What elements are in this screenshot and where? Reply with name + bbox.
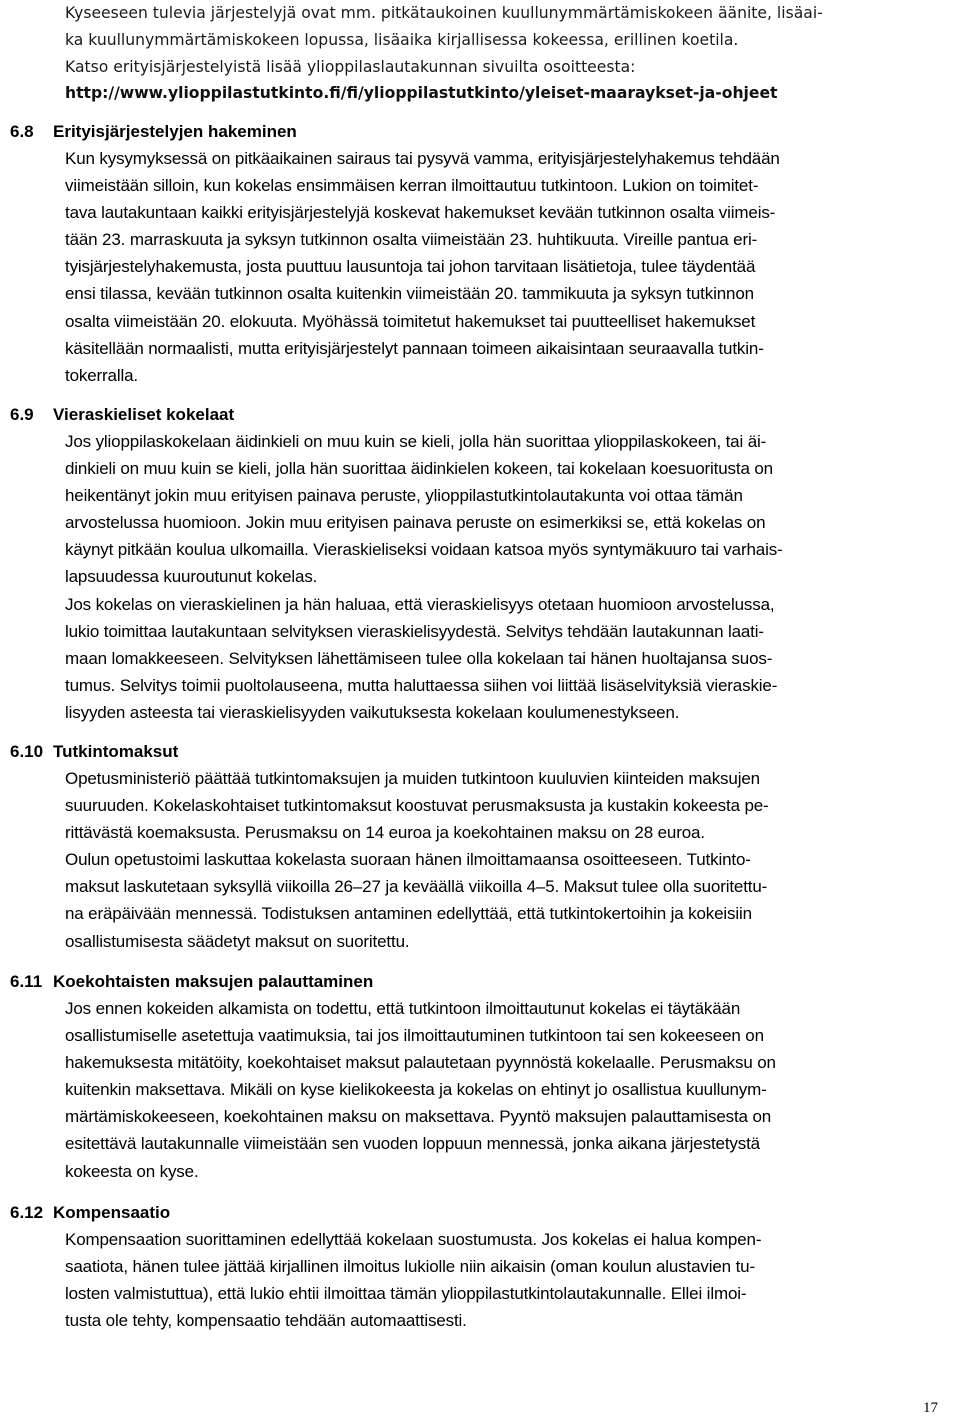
text-line: hakemuksesta mitätöity, koekohtaiset maksut palautetaan pyynnöstä kokelaalle. Perusmaksu on xyxy=(65,1053,776,1073)
text-line: Jos ylioppilaskokelaan äidinkieli on muu kuin se kieli, jolla hän suorittaa ylioppilaskokeen, tai äi- xyxy=(65,432,767,451)
section-number: 6.8 xyxy=(10,122,34,141)
section-number: 6.11 xyxy=(10,972,43,991)
text-line: tava lautakuntaan kaikki erityisjärjestelyjä koskevat hakemukset kevään tutkinnon osalta viimeis- xyxy=(65,203,776,223)
text-line: osalta viimeistään 20. elokuuta. Myöhässä toimitetut hakemukset tai puutteelliset hakemukset xyxy=(65,311,756,331)
section-6-11 xyxy=(10,969,940,1185)
section-heading xyxy=(10,119,940,145)
section-heading xyxy=(10,969,940,995)
text-line: arvostelussa huomioon. Jokin muu erityisen painava peruste on esimerkiksi se, että kokelas on xyxy=(65,513,766,533)
section-body xyxy=(65,428,940,726)
text-line: lapsuudessa kuuroutunut kokelas. xyxy=(65,567,318,587)
section-6-8 xyxy=(10,119,940,389)
section-title: Tutkintomaksut xyxy=(53,742,179,761)
text-line: tusta ole tehty, kompensaatio tehdään automaattisesti. xyxy=(65,1311,467,1331)
text-line: kokeesta on kyse. xyxy=(65,1161,199,1181)
section-body xyxy=(65,995,940,1185)
text-line: maan lomakkeeseen. Selvityksen lähettämiseen tulee olla kokelaan tai hänen huoltajansa suos- xyxy=(65,648,773,668)
text-line: rittävästä koemaksusta. Perusmaksu on 14 euroa ja koekohtainen maksu on 28 euroa. xyxy=(65,823,705,843)
intro-line: Kyseeseen tulevia järjestelyjä ovat mm. pitkätaukoinen kuullunymmärtämiskokeen äänite, lisäai- xyxy=(65,4,823,22)
section-6-9 xyxy=(10,402,940,726)
intro-line: Katso erityisjärjestelyistä lisää ylioppilaslautakunnan sivuilta osoitteesta: xyxy=(65,57,636,76)
text-line: Kompensaation suorittaminen edellyttää kokelaan suostumusta. Jos kokelas ei halua kompen- xyxy=(65,1230,762,1249)
text-line: losten valmistuttua), että lukio ehtii ilmoittaa tämän ylioppilastutkintolautakunnalle. Ellei ilmoi- xyxy=(65,1284,747,1304)
text-line: Opetusministeriö päättää tutkintomaksujen ja muiden tutkintoon kuuluvien kiinteiden maksujen xyxy=(65,769,760,788)
text-line: Jos ennen kokeiden alkamista on todettu, että tutkintoon ilmoittautunut kokelas ei täytäkään xyxy=(65,999,741,1018)
section-6-12 xyxy=(10,1200,940,1334)
text-line: tumus. Selvitys toimii puoltolauseena, mutta haluttaessa siihen voi liittää lisäselvityksiä vieraskie- xyxy=(65,675,778,695)
section-number: 6.12 xyxy=(10,1203,44,1222)
text-line: Kun kysymyksessä on pitkäaikainen sairaus tai pysyvä vamma, erityisjärjestelyhakemus tehdään xyxy=(65,149,780,168)
text-line: na eräpäivään mennessä. Todistuksen antaminen edellyttää, että tutkintokertoihin ja kokeisiin xyxy=(65,904,752,924)
section-body xyxy=(65,1226,940,1334)
section-6-10 xyxy=(10,739,940,955)
text-line: ensi tilassa, kevään tutkinnon osalta kuitenkin viimeistään 20. tammikuuta ja syksyn tutkinnon xyxy=(65,284,754,304)
text-line: tyisjärjestelyhakemusta, josta puuttuu lausuntoja tai johon tarvitaan lisätietoja, tulee täydentää xyxy=(65,257,756,277)
text-line: lukio toimittaa lautakuntaan selvityksen vieraskielisyydestä. Selvitys tehdään lautakunnan laati- xyxy=(65,621,764,641)
text-line: märtämiskokeeseen, koekohtainen maksu on maksettava. Pyyntö maksujen palauttamisesta on xyxy=(65,1107,772,1127)
section-title: Erityisjärjestelyjen hakeminen xyxy=(53,122,297,141)
reference-url: http://www.ylioppilastutkinto.fi/fi/ylioppilastutkinto/yleiset-maaraykset-ja-ohjeet xyxy=(65,84,778,103)
section-title: Vieraskieliset kokelaat xyxy=(53,405,235,424)
text-line: saatiota, hänen tulee jättää kirjallinen ilmoitus lukiolle niin aikaisin (oman koulun alustavien tu- xyxy=(65,1257,755,1277)
text-line: tään 23. marraskuuta ja syksyn tutkinnon osalta viimeistään 23. huhtikuuta. Vireille pantua eri- xyxy=(65,230,758,250)
text-line: maksut laskutetaan syksyllä viikoilla 26–27 ja keväällä viikoilla 4–5. Maksut tulee olla suoritettu- xyxy=(65,877,768,897)
section-heading xyxy=(10,402,940,428)
section-title: Koekohtaisten maksujen palauttaminen xyxy=(53,972,374,991)
text-line: heikentänyt jokin muu erityisen painava peruste, ylioppilastutkintolautakunta voi ottaa tämän xyxy=(65,486,743,506)
intro-paragraph xyxy=(65,0,935,107)
text-line: Oulun opetustoimi laskuttaa kokelasta suoraan hänen ilmoittamaansa osoitteeseen. Tutkinto- xyxy=(65,850,751,870)
intro-line: ka kuullunymmärtämiskokeen lopussa, lisäaika kirjallisessa kokeessa, erillinen koetila. xyxy=(65,30,739,49)
text-line: Jos kokelas on vieraskielinen ja hän haluaa, että vieraskielisyys otetaan huomioon arvostelussa, xyxy=(65,594,775,614)
text-line: käsitellään normaalisti, mutta erityisjärjestelyt pannaan toimeen aikaisintaan seuraavalla tutkin- xyxy=(65,338,764,358)
text-line: tokerralla. xyxy=(65,365,138,385)
section-heading xyxy=(10,739,940,765)
text-line: viimeistään silloin, kun kokelas ensimmäisen kerran ilmoittautuu tutkintoon. Lukion on toimitet- xyxy=(65,176,759,196)
text-line: kuitenkin maksettava. Mikäli on kyse kielikokeesta ja kokelas on ehtinyt jo osallistua kuullunym- xyxy=(65,1080,767,1100)
text-line: esitettävä lautakunnalle viimeistään sen vuoden loppuun mennessä, jonka aikana järjestetystä xyxy=(65,1134,760,1154)
section-number: 6.9 xyxy=(10,405,34,424)
text-line: suuruuden. Kokelaskohtaiset tutkintomaksut koostuvat perusmaksusta ja kustakin kokeesta pe- xyxy=(65,796,769,816)
section-heading xyxy=(10,1200,940,1226)
section-body xyxy=(65,765,940,955)
text-line: osallistumiselle asetettuja vaatimuksia, tai jos ilmoittautuminen tutkintoon tai sen kokeeseen on xyxy=(65,1026,764,1046)
section-title: Kompensaatio xyxy=(53,1203,171,1222)
text-line: käynyt pitkään koulua ulkomailla. Vieraskieliseksi voidaan katsoa myös syntymäkuuro tai varhais- xyxy=(65,540,783,560)
text-line: osallistumisesta säädetyt maksut on suoritettu. xyxy=(65,931,410,951)
text-line: lisyyden asteesta tai vieraskielisyyden vaikutuksesta kokelaan koulumenestykseen. xyxy=(65,702,680,722)
section-body xyxy=(65,145,940,389)
page-number: 17 xyxy=(923,1400,938,1416)
text-line: dinkieli on muu kuin se kieli, jolla hän suorittaa äidinkielen kokeen, tai kokelaan koesuoritusta on xyxy=(65,459,773,479)
section-number: 6.10 xyxy=(10,742,44,761)
